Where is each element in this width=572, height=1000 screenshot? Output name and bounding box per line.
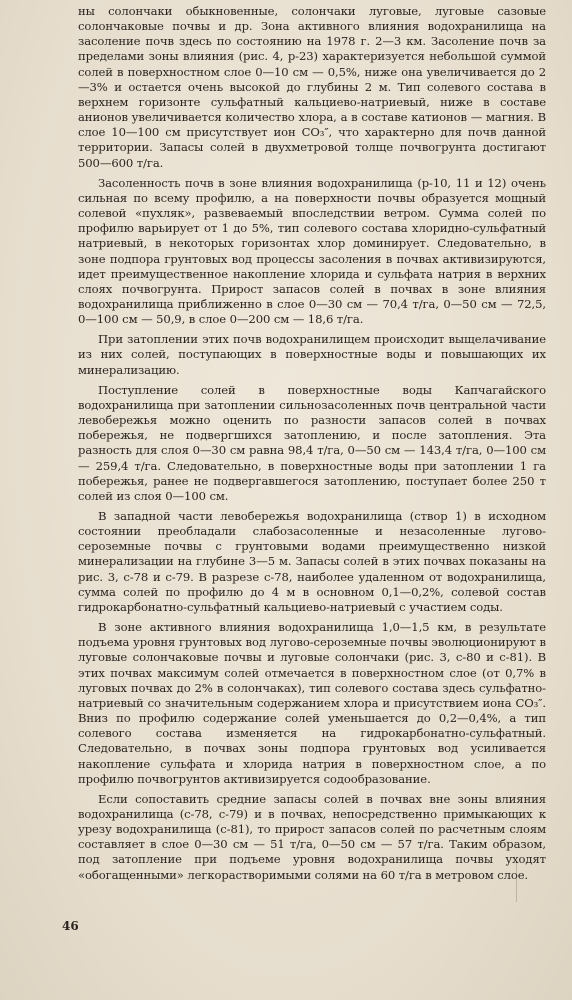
paragraph-6: В зоне активного влияния водохранилища 1,0—1,5 км, в результате подъема уровня грунтовых вод лугово-сероземные почвы эволюционируют в луговые солончаковые почвы и луговые солончаки (рис. 3, с-80 и с-81). В этих почвах максимум солей отмечается в поверхностном слое (от 0,7% в луговых почвах до 2% в солончаках), тип солевого состава здесь сульфатно-натриевый со значительным содержанием хлора и присутствием иона CO₃″. Вниз по профилю содержание солей уменьшается до 0,2—0,4%, а тип солевого состава изменяется на гидрокарбонатно-сульфатный. Следовательно, в почвах зоны подпора грунтовых вод усиливается накопление сульфата и хлорида натрия в поверхностном слое, а по профилю почвогрунтов активизируется содообразование.	[78, 620, 546, 786]
paragraph-3: При затоплении этих почв водохранилищем происходит выщелачивание из них солей, поступающих в поверхностные воды и повышающих их минерализацию.	[78, 332, 546, 377]
paragraph-7: Если сопоставить средние запасы солей в почвах вне зоны влияния водохранилища (с-78, с-79) и в почвах, непосредственно примыкающих к урезу водохранилища (с-81), то прирост запасов солей по расчетным слоям составляет в слое 0—30 см — 51 т/га, 0—50 см — 57 т/га. Таким образом, под затопление при подъеме уровня водохранилища почвы уходят «обогащенными» легкорастворимыми солями на 60 т/га в метровом слое.	[78, 791, 546, 882]
scan-artifact	[480, 862, 517, 902]
page-number: 46	[62, 919, 79, 933]
paragraph-5: В западной части левобережья водохранилища (створ 1) в исходном состоянии преобладали слабозасоленные и незасоленные лугово-сероземные почвы с грунтовыми водами преимущественно низкой минерализации на глубине 3—5 м. Запасы солей в этих почвах показаны на рис. 3, с-78 и с-79. В разрезе с-78, наиболее удаленном от водохранилища, сумма солей по профилю до 4 м в основном 0,1—0,2%, солевой состав гидрокарбонатно-сульфатный кальциево-натриевый с участием соды.	[78, 509, 546, 614]
paragraph-4: Поступление солей в поверхностные воды Капчагайского водохранилища при затоплении сильнозасоленных почв центральной части левобережья можно оценить по разности запасов солей в почвах побережья, не подвергшихся затоплению, и после затопления. Эта разность для слоя 0—30 см равна 98,4 т/га, 0—50 см — 143,4 т/га, 0—100 см — 259,4 т/га. Следовательно, в поверхностные воды при затоплении 1 га побережья, ранее не подвергавшегося затоплению, поступает более 250 т солей из слоя 0—100 см.	[78, 382, 546, 503]
paragraph-1: ны солончаки обыкновенные, солончаки луговые, луговые сазовые солончаковые почвы и др. Зона активного влияния водохранилища на засоление почв здесь по состоянию на 1978 г. 2—3 км. Засоление почв за пределами зоны влияния (рис. 4, р-23) характеризуется небольшой суммой солей в поверхностном слое 0—10 см — 0,5%, ниже она увеличивается до 2—3% и остается очень высокой до глубины 2 м. Тип солевого состава в верхнем горизонте сульфатный кальциево-натриевый, ниже в составе анионов увеличивается количество хлора, а в составе катионов — магния. В слое 10—100 см присутствует ион CO₃″, что характерно для почв данной территории. Запасы солей в двухметровой толще почвогрунта достигают 500—600 т/га.	[78, 4, 546, 170]
page-text	[78, 4, 546, 883]
paragraph-2: Засоленность почв в зоне влияния водохранилища (р-10, 11 и 12) очень сильная по всему профилю, а на поверхности почвы образуется мощный солевой «пухляк», развеваемый впоследствии ветром. Сумма солей по профилю варьирует от 1 до 5%, тип солевого состава хлоридно-сульфатный натриевый, в некоторых горизонтах хлор доминирует. Следовательно, в зоне подпора грунтовых вод процессы засоления в почвах активизируются, идет преимущественное накопление хлорида и сульфата натрия в верхних слоях почвогрунта. Прирост запасов солей в почвах в зоне влияния водохранилища приближенно в слое 0—30 см — 70,4 т/га, 0—50 см — 72,5, 0—100 см — 50,9, в слое 0—200 см — 18,6 т/га.	[78, 175, 546, 327]
